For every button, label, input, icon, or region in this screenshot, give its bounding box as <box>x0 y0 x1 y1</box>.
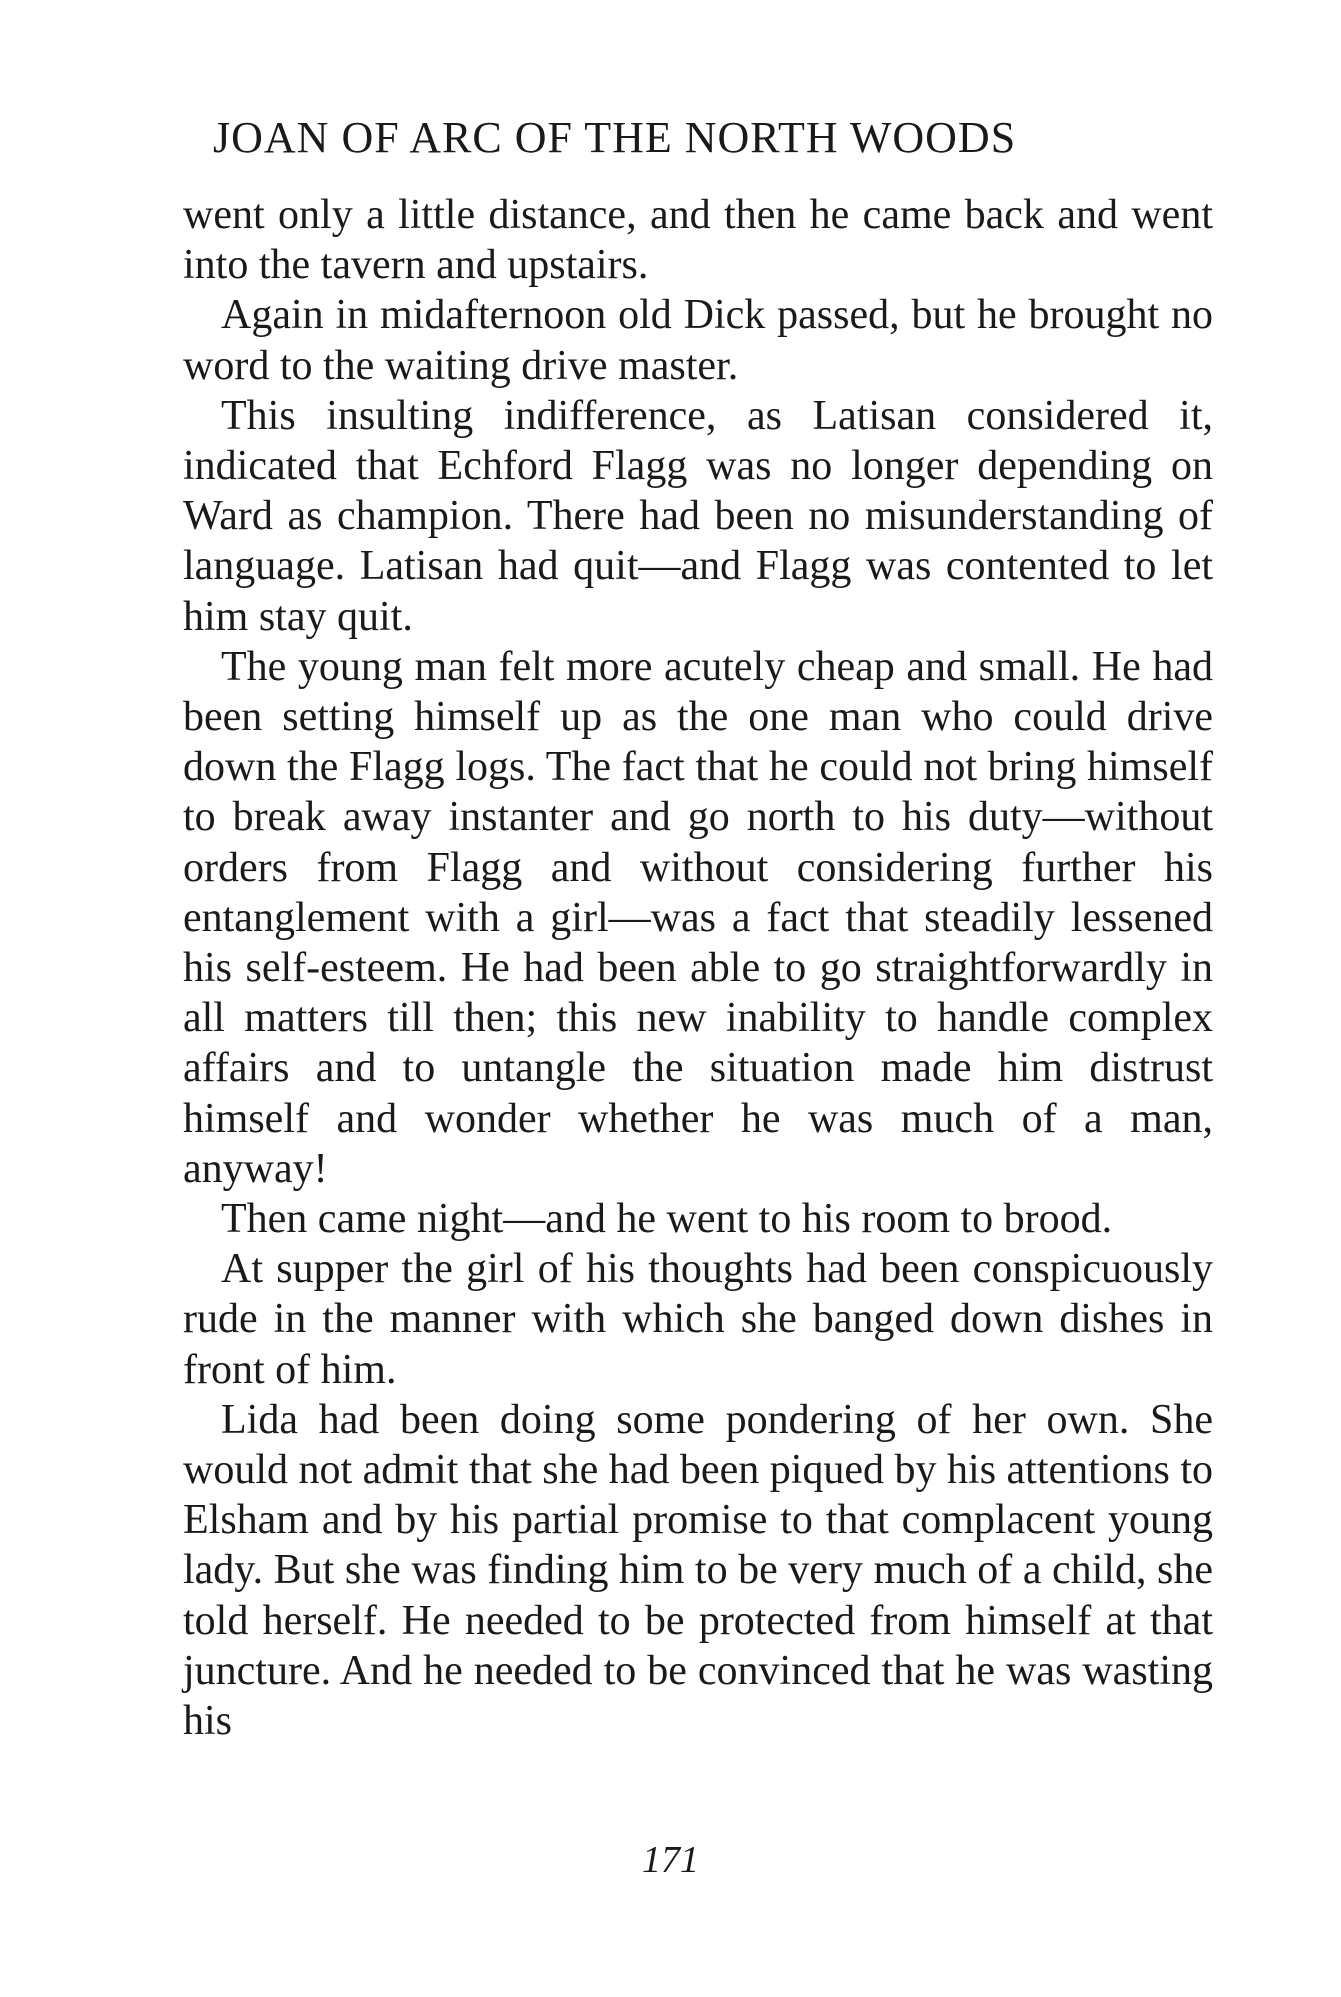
paragraph: The young man felt more acutely cheap and small. He had been setting himself up as the one man who could drive down the Flagg logs. The fact that he could not bring himself to break away instanter and go north to his duty—without orders from Flagg and without considering further his entanglement with a girl—was a fact that steadily lessened his self-esteem. He had been able to go straightforwardly in all matters till then; this new inability to handle complex affairs and to untangle the situation made him distrust himself and wonder whether he was much of a man, anyway! <box>183 643 1213 1192</box>
paragraph: Lida had been doing some pondering of her own. She would not admit that she had been piqued by his attentions to Elsham and by his partial promise to that complacent young lady. But she was finding him to be very much of a child, she told herself. He needed to be protected from himself at that juncture. And he needed to be convinced that he was wasting his <box>183 1396 1214 1745</box>
paragraph: Again in midafternoon old Dick passed, but he brought no word to the waiting drive master. <box>183 292 1213 389</box>
paragraph-continuation: went only a little distance, and then he came back and went into the tavern and upstairs. <box>183 192 1213 289</box>
paragraph: At supper the girl of his thoughts had been conspicuously rude in the manner with which she banged down dishes in front of him. <box>183 1246 1213 1393</box>
paragraph: This insulting indifference, as Latisan considered it, indicated that Echford Flagg was no longer depending on Ward as champion. There had been no misunderstanding of language. Latisan had quit—and Flagg was contented to let him stay quit. <box>183 392 1213 640</box>
body-text <box>183 190 1213 1746</box>
page-number: 171 <box>642 1839 699 1881</box>
paragraph: Then came night—and he went to his room to brood. <box>221 1196 1113 1243</box>
running-head: JOAN OF ARC OF THE NORTH WOODS <box>213 113 1017 162</box>
